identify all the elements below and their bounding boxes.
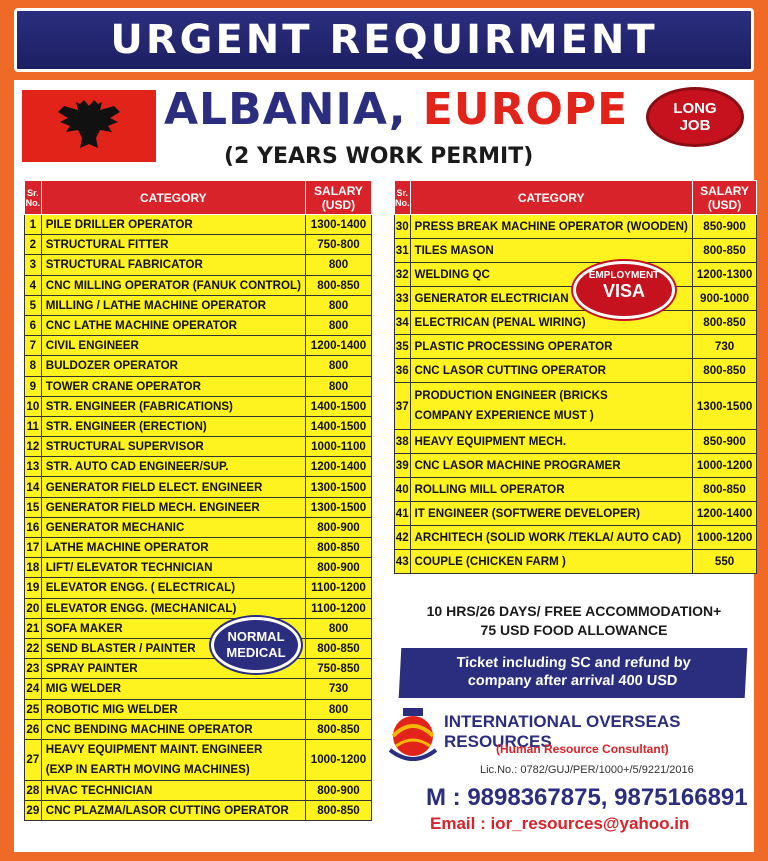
ticket-line2: company after arrival 400 USD [467,673,678,689]
job-number: 1 [25,215,42,235]
sr-no-header: Sr. No. [25,181,42,215]
job-number: 26 [25,719,42,739]
job-salary: 800 [305,295,371,315]
job-salary: 800-900 [305,780,371,800]
job-category: CNC LATHE MACHINE OPERATOR [41,315,305,335]
job-category: HEAVY EQUIPMENT MECH. [410,430,692,454]
job-category: ARCHITECH (SOLID WORK /TEKLA/ AUTO CAD) [410,526,692,550]
table-row [25,538,372,558]
job-salary: 1200-1400 [305,336,371,356]
table-row [25,679,372,699]
table-row [25,295,372,315]
job-salary: 800-850 [692,478,756,502]
job-number: 21 [25,618,42,638]
job-number: 42 [395,526,411,550]
header-banner [14,8,754,72]
job-number: 18 [25,558,42,578]
job-number: 24 [25,679,42,699]
job-salary: 800-850 [305,719,371,739]
job-category-line1: HEAVY EQUIPMENT MAINT. ENGINEER [45,742,263,756]
job-salary: 550 [692,550,756,574]
job-salary: 1000-1200 [305,739,371,780]
job-salary: 1400-1500 [305,396,371,416]
table-row [25,618,372,638]
job-salary: 850-900 [692,215,756,239]
job-category: LATHE MACHINE OPERATOR [41,538,305,558]
job-number: 13 [25,457,42,477]
job-category: COUPLE (CHICKEN FARM ) [410,550,692,574]
job-category: LIFT/ ELEVATOR TECHNICIAN [41,558,305,578]
category-header: CATEGORY [410,181,692,215]
job-number: 3 [25,255,42,275]
job-salary: 1000-1100 [305,437,371,457]
job-salary: 800-900 [305,558,371,578]
job-category: ROBOTIC MIG WELDER [41,699,305,719]
job-salary: 800 [305,255,371,275]
job-category: BULDOZER OPERATOR [41,356,305,376]
long-job-line2: JOB [679,117,711,134]
benefits-line2: 75 USD FOOD ALLOWANCE [480,622,668,638]
employment-visa-badge [576,264,672,316]
job-number: 39 [395,454,411,478]
job-number: 34 [395,311,411,335]
job-salary: 750-800 [305,235,371,255]
job-category: ELEVATOR ENGG. ( ELECTRICAL) [41,578,305,598]
table-row [25,235,372,255]
table-row [395,454,757,478]
ticket-line1: Ticket including SC and refund by [456,655,692,671]
job-salary: 800-850 [692,311,756,335]
job-salary: 800 [305,699,371,719]
job-salary: 1000-1200 [692,526,756,550]
job-number: 15 [25,497,42,517]
table-row [25,315,372,335]
company-logo-icon [386,706,440,764]
job-category: STRUCTURAL FITTER [41,235,305,255]
visa-line2: VISA [602,281,645,301]
job-salary: 800-850 [305,638,371,658]
job-salary: 1200-1400 [692,502,756,526]
header-title: URGENT REQUIRMENT [110,17,658,63]
job-category: STR. ENGINEER (ERECTION) [41,416,305,436]
job-salary: 1000-1200 [692,454,756,478]
job-salary: 850-900 [692,430,756,454]
job-salary: 800 [305,315,371,335]
long-job-badge [649,90,741,144]
job-category: MIG WELDER [41,679,305,699]
table-row [25,719,372,739]
job-number: 32 [395,263,411,287]
job-category: CNC LASOR MACHINE PROGRAMER [410,454,692,478]
job-category: STR. AUTO CAD ENGINEER/SUP. [41,457,305,477]
job-category: TILES MASON [410,239,692,263]
table-row [25,255,372,275]
table-row [25,356,372,376]
job-number: 37 [395,383,411,430]
job-number: 7 [25,336,42,356]
job-number: 11 [25,416,42,436]
salary-header: SALARY (USD) [692,181,756,215]
jobs-table-left [24,180,372,821]
normal-medical-badge [214,620,298,670]
table-row [395,359,757,383]
table-row [25,336,372,356]
job-salary: 800-850 [692,239,756,263]
job-number: 33 [395,287,411,311]
job-salary: 800-900 [305,517,371,537]
normal-medical-line2: MEDICAL [226,645,286,660]
albania-flag [22,90,156,162]
country-name: ALBANIA, [164,84,407,135]
job-category: MILLING / LATHE MACHINE OPERATOR [41,295,305,315]
job-salary: 1300-1500 [305,477,371,497]
job-salary: 1300-1500 [305,497,371,517]
job-number: 41 [395,502,411,526]
table-row [25,598,372,618]
job-category: ROLLING MILL OPERATOR [410,478,692,502]
jobs-table-right [394,180,757,574]
table-row [25,801,372,821]
job-salary: 800 [305,618,371,638]
job-category: PLASTIC PROCESSING OPERATOR [410,335,692,359]
table-row [25,477,372,497]
table-row [25,376,372,396]
job-category: SEND BLASTER / PAINTER [41,638,305,658]
job-number: 29 [25,801,42,821]
job-category: STRUCTURAL SUPERVISOR [41,437,305,457]
job-number: 12 [25,437,42,457]
job-salary: 800-850 [305,538,371,558]
job-category: WELDING QC [410,263,692,287]
double-headed-eagle-icon [54,98,124,154]
job-number: 28 [25,780,42,800]
job-category: CIVIL ENGINEER [41,336,305,356]
category-header: CATEGORY [41,181,305,215]
company-name: INTERNATIONAL OVERSEAS RESOURCES [444,712,681,751]
job-salary: 1200-1400 [305,457,371,477]
table-row [25,416,372,436]
job-category: TOWER CRANE OPERATOR [41,376,305,396]
table-row [25,780,372,800]
job-number: 22 [25,638,42,658]
table-row [25,558,372,578]
job-salary: 750-850 [305,659,371,679]
job-salary: 800-850 [305,275,371,295]
table-row [25,396,372,416]
table-row [395,215,757,239]
long-job-line1: LONG [673,100,717,117]
benefits-line1: 10 HRS/26 DAYS/ FREE ACCOMMODATION+ [426,603,722,619]
visa-line1: EMPLOYMENT [588,270,660,281]
job-salary: 1300-1500 [692,383,756,430]
job-category [410,383,692,430]
job-number: 9 [25,376,42,396]
job-number: 5 [25,295,42,315]
job-category-line1: PRODUCTION ENGINEER (BRICKS [414,389,608,402]
table-row [25,739,372,780]
job-number: 25 [25,699,42,719]
job-category: CNC MILLING OPERATOR (FANUK CONTROL) [41,275,305,295]
job-category: IT ENGINEER (SOFTWERE DEVELOPER) [410,502,692,526]
job-category: PRESS BREAK MACHINE OPERATOR (WOODEN) [410,215,692,239]
region-name: EUROPE [422,84,629,135]
table-row [395,478,757,502]
job-category: ELEVATOR ENGG. (MECHANICAL) [41,598,305,618]
job-salary: 730 [305,679,371,699]
job-category-line2: (EXP IN EARTH MOVING MACHINES) [45,762,250,776]
mobile-numbers: M : 9898367875, 9875166891 [426,784,748,811]
table-row [395,383,757,430]
table-row [25,638,372,658]
job-number: 43 [395,550,411,574]
table-row [25,275,372,295]
company-subtitle: (Human Resource Consultant) [496,742,669,756]
country-title [164,84,628,135]
job-salary: 800 [305,356,371,376]
table-row [25,699,372,719]
job-number: 19 [25,578,42,598]
job-number: 4 [25,275,42,295]
job-number: 6 [25,315,42,335]
job-number: 8 [25,356,42,376]
job-salary: 1100-1200 [305,578,371,598]
job-number: 30 [395,215,411,239]
benefits-text [404,602,744,640]
sr-no-header: Sr. No. [395,181,411,215]
table-row [25,457,372,477]
table-row [395,430,757,454]
job-salary: 1200-1300 [692,263,756,287]
job-category: GENERATOR FIELD MECH. ENGINEER [41,497,305,517]
job-category: ELECTRICAN (PENAL WIRING) [410,311,692,335]
table-row [395,335,757,359]
job-salary: 730 [692,335,756,359]
table-row [395,526,757,550]
job-number: 17 [25,538,42,558]
job-salary: 800-850 [305,801,371,821]
job-category: CNC LASOR CUTTING OPERATOR [410,359,692,383]
table-row [25,578,372,598]
job-category: GENERATOR FIELD ELECT. ENGINEER [41,477,305,497]
table-row [395,502,757,526]
job-category: GENERATOR MECHANIC [41,517,305,537]
job-number: 10 [25,396,42,416]
job-number: 23 [25,659,42,679]
job-category-line2: COMPANY EXPERIENCE MUST ) [414,409,594,422]
table-row [395,311,757,335]
job-number: 16 [25,517,42,537]
job-category: SOFA MAKER [41,618,305,638]
job-number: 20 [25,598,42,618]
job-salary: 1100-1200 [305,598,371,618]
job-salary: 800-850 [692,359,756,383]
normal-medical-line1: NORMAL [227,629,285,644]
table-row [395,239,757,263]
salary-header: SALARY (USD) [305,181,371,215]
table-row [25,215,372,235]
job-category: STRUCTURAL FABRICATOR [41,255,305,275]
job-salary: 900-1000 [692,287,756,311]
table-row [25,497,372,517]
job-number: 14 [25,477,42,497]
job-number: 31 [395,239,411,263]
license-number: Lic.No.: 0782/GUJ/PER/1000+/5/9221/2016 [480,764,694,776]
job-salary: 800 [305,376,371,396]
job-salary: 1400-1500 [305,416,371,436]
job-category: PILE DRILLER OPERATOR [41,215,305,235]
job-category [41,739,305,780]
job-category: GENERATOR ELECTRICIAN [410,287,692,311]
job-number: 2 [25,235,42,255]
job-number: 35 [395,335,411,359]
job-number: 36 [395,359,411,383]
job-category: HVAC TECHNICIAN [41,780,305,800]
ticket-banner [399,648,748,698]
table-row [395,550,757,574]
job-category: SPRAY PAINTER [41,659,305,679]
job-salary: 1300-1400 [305,215,371,235]
job-category: CNC PLAZMA/LASOR CUTTING OPERATOR [41,801,305,821]
job-number: 38 [395,430,411,454]
table-row [25,659,372,679]
job-category: STR. ENGINEER (FABRICATIONS) [41,396,305,416]
job-number: 27 [25,739,42,780]
job-number: 40 [395,478,411,502]
email-address: Email : ior_resources@yahoo.in [430,814,690,833]
work-permit-note: (2 YEARS WORK PERMIT) [224,144,534,169]
job-category: CNC BENDING MACHINE OPERATOR [41,719,305,739]
content-panel [14,80,754,852]
table-row [25,437,372,457]
table-row [25,517,372,537]
